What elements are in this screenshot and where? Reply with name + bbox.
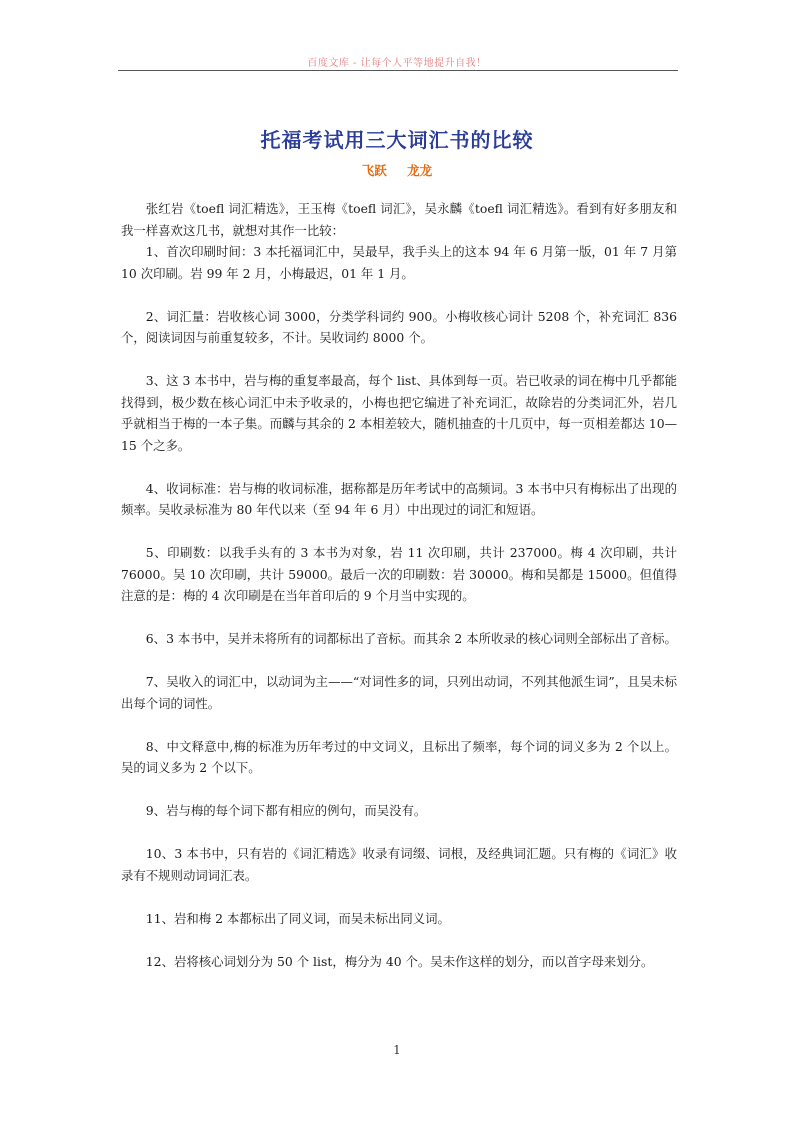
paragraph-1: 1、首次印刷时间：3 本托福词汇中，吴最早，我手头上的这本 94 年 6 月第一版，01 年 7 月第 10 次印刷。岩 99 年 2 月，小梅最迟，01 年 1 月。 [121,244,677,281]
paragraph-intro: 张红岩《toefl 词汇精选》，王玉梅《toefl 词汇》，吴永麟《toefl 词汇精选》。看到有好多朋友和我一样喜欢这几书，就想对其作一比较： [121,201,677,238]
page-number: 1 [393,1043,401,1057]
paragraph-9: 9、岩与梅的每个词下都有相应的例句，而吴没有。 [145,803,427,818]
author-name: 飞跃 [361,163,387,178]
document-body [121,198,677,972]
paragraph-7: 7、吴收入的词汇中，以动词为主——“对词性多的词，只列出动词，不列其他派生词”，且吴未标出每个词的词性。 [121,674,677,711]
paragraph-12: 12、岩将核心词划分为 50 个 list，梅分为 40 个。吴未作这样的划分，而以首字母来划分。 [145,953,654,969]
authors-line [0,161,794,179]
paragraph-4: 4、收词标准：岩与梅的收词标准，据称都是历年考试中的高频词。3 本书中只有梅标出了出现的频率。吴收录标准为 80 年代以来（至 94 年 6 月）中出现过的词汇和短语。 [121,480,677,517]
paragraph-6: 6、3 本书中，吴并未将所有的词都标出了音标。而其余 2 本所收录的核心词则全部标出了音标。 [145,631,677,646]
paragraph-11: 11、岩和梅 2 本都标出了同义词，而吴未标出同义词。 [145,910,450,926]
paragraph-5: 5、印刷数：以我手头有的 3 本书为对象，岩 11 次印刷，共计 237000。梅 4 次印刷，共计 76000。吴 10 次印刷，共计 59000。最后一次的印刷数：岩 30000。梅和吴都是 15000。但值得注意的是：梅的 4 次印刷是在当年首印后的 9 个月当中实现的。 [121,545,677,603]
header-divider [118,70,678,71]
header-text: 百度文库 - 让每个人平等地提升自我！ [307,58,487,69]
paragraph-2: 2、词汇量：岩收核心词 3000，分类学科词约 900。小梅收核心词计 5208 个，补充词汇 836 个，阅读词因与前重复较多，不计。吴收词约 8000 个。 [121,308,677,345]
author-name: 龙龙 [407,163,433,178]
paragraph-8: 8、中文释意中,梅的标准为历年考过的中文词义，且标出了频率，每个词的词义多为 2 个以上。吴的词义多为 2 个以下。 [121,738,677,775]
paragraph-3: 3、这 3 本书中，岩与梅的重复率最高，每个 list、具体到每一页。岩已收录的词在梅中几乎都能找得到，极少数在核心词汇中未予收录的，小梅也把它编进了补充词汇，故除岩的分类词汇外，岩几乎就相当于梅的一本子集。而麟与其余的 2 本相差较大，随机抽查的十几页中，每一页相差都达 10—15 个之多。 [121,373,677,453]
paragraph-10: 10、3 本书中，只有岩的《词汇精选》收录有词缀、词根，及经典词汇题。只有梅的《词汇》收录有不规则动词词汇表。 [121,846,677,883]
document-title: 托福考试用三大词汇书的比较 [260,128,534,152]
